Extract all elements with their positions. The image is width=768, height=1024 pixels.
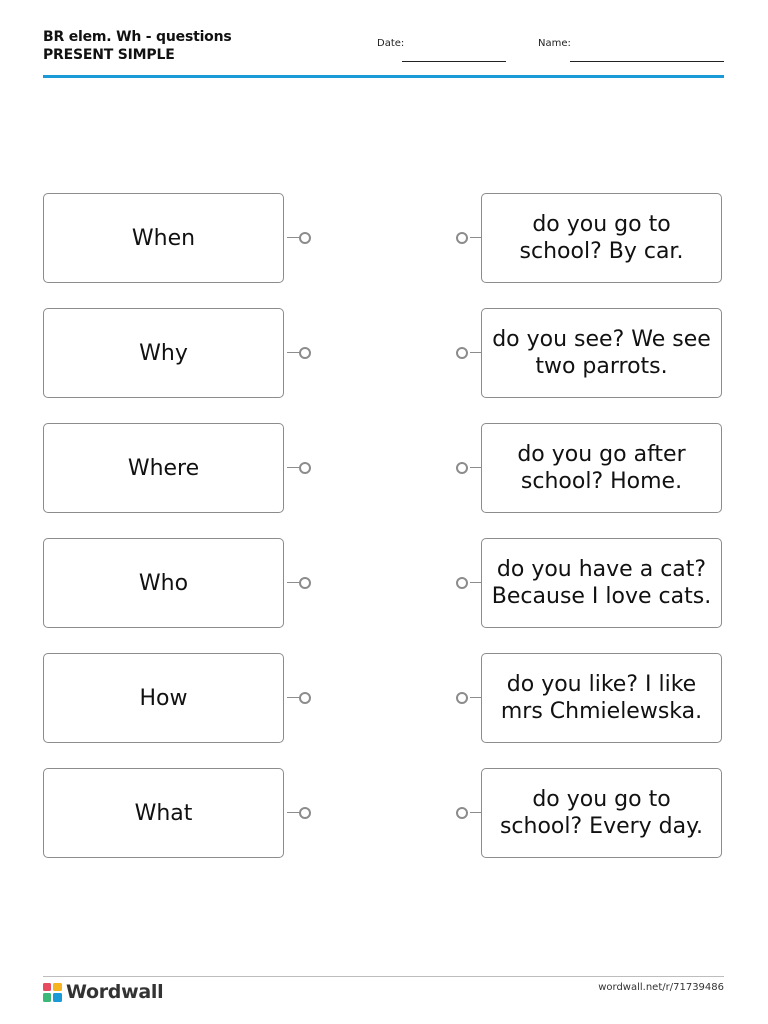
left-connector-dot[interactable] bbox=[287, 346, 313, 360]
connector-ring-icon bbox=[456, 577, 468, 589]
connector-stub bbox=[287, 812, 299, 813]
connector-ring-icon bbox=[456, 462, 468, 474]
left-connector-dot[interactable] bbox=[287, 576, 313, 590]
footer-url: wordwall.net/r/71739486 bbox=[598, 982, 724, 993]
header-divider bbox=[43, 75, 724, 78]
right-connector-dot[interactable] bbox=[456, 231, 482, 245]
connector-stub bbox=[287, 467, 299, 468]
connector-stub bbox=[287, 582, 299, 583]
connector-ring-icon bbox=[299, 462, 311, 474]
right-connector-dot[interactable] bbox=[456, 691, 482, 705]
left-connector-dot[interactable] bbox=[287, 806, 313, 820]
connector-ring-icon bbox=[299, 807, 311, 819]
left-connector-dot[interactable] bbox=[287, 231, 313, 245]
question-word-card[interactable]: When bbox=[43, 193, 284, 283]
answer-card[interactable]: do you go to school? Every day. bbox=[481, 768, 722, 858]
connector-ring-icon bbox=[299, 692, 311, 704]
wordwall-logo bbox=[43, 982, 163, 1002]
answer-card[interactable]: do you go after school? Home. bbox=[481, 423, 722, 513]
connector-ring-icon bbox=[299, 232, 311, 244]
connector-ring-icon bbox=[456, 347, 468, 359]
connector-ring-icon bbox=[456, 807, 468, 819]
connector-ring-icon bbox=[299, 347, 311, 359]
left-connector-dot[interactable] bbox=[287, 461, 313, 475]
left-connector-dot[interactable] bbox=[287, 691, 313, 705]
right-connector-dot[interactable] bbox=[456, 461, 482, 475]
connector-ring-icon bbox=[299, 577, 311, 589]
question-word-card[interactable]: Who bbox=[43, 538, 284, 628]
connector-stub bbox=[287, 697, 299, 698]
date-line bbox=[402, 61, 506, 62]
question-word-card[interactable]: Where bbox=[43, 423, 284, 513]
connector-ring-icon bbox=[456, 692, 468, 704]
question-word-card[interactable]: What bbox=[43, 768, 284, 858]
name-line bbox=[570, 61, 724, 62]
footer-divider bbox=[43, 976, 724, 977]
answer-card[interactable]: do you see? We see two parrots. bbox=[481, 308, 722, 398]
right-connector-dot[interactable] bbox=[456, 346, 482, 360]
date-label: Date: bbox=[377, 38, 405, 49]
name-label: Name: bbox=[538, 38, 571, 49]
answer-card[interactable]: do you have a cat? Because I love cats. bbox=[481, 538, 722, 628]
question-word-card[interactable]: How bbox=[43, 653, 284, 743]
connector-stub bbox=[287, 352, 299, 353]
question-word-card[interactable]: Why bbox=[43, 308, 284, 398]
wordwall-logo-text: Wordwall bbox=[66, 981, 164, 1003]
worksheet-title: BR elem. Wh - questions PRESENT SIMPLE bbox=[43, 29, 232, 63]
worksheet-header bbox=[43, 28, 724, 78]
answer-card[interactable]: do you go to school? By car. bbox=[481, 193, 722, 283]
wordwall-logo-icon bbox=[43, 983, 62, 1002]
right-connector-dot[interactable] bbox=[456, 806, 482, 820]
connector-ring-icon bbox=[456, 232, 468, 244]
connector-stub bbox=[287, 237, 299, 238]
answer-card[interactable]: do you like? I like mrs Chmielewska. bbox=[481, 653, 722, 743]
right-connector-dot[interactable] bbox=[456, 576, 482, 590]
